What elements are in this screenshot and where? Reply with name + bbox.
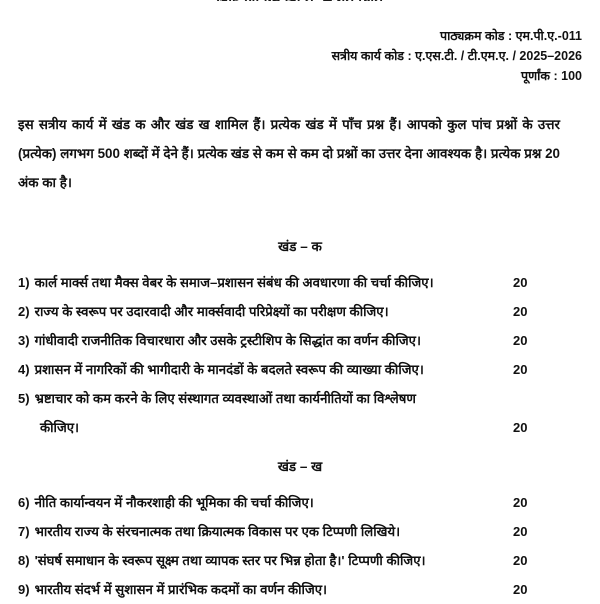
section-heading-a: खंड – क [278, 239, 322, 254]
question-number: 2) [18, 304, 30, 319]
question-marks: 20 [513, 553, 528, 568]
question-row [18, 384, 582, 413]
question-text: कार्ल मार्क्स तथा मैक्स वेबर के समाज–प्रशासन संबंध की अवधारणा की चर्चा कीजिए। [34, 275, 434, 290]
question-row [18, 488, 582, 517]
question-list-section-a [18, 268, 582, 442]
question-number: 1) [18, 275, 30, 290]
question-number: 5) [18, 391, 30, 406]
question-row [18, 326, 582, 355]
question-marks: 20 [513, 420, 528, 435]
question-marks: 20 [513, 304, 528, 319]
question-marks: 20 [513, 582, 528, 597]
question-number: 8) [18, 553, 30, 568]
assignment-code-line: सत्रीय कार्य कोड : ए.एस.टी. / टी.एम.ए. / 2025–2026 [331, 49, 582, 63]
question-text: नीति कार्यान्वयन में नौकरशाही की भूमिका की चर्चा कीजिए। [34, 495, 314, 510]
question-number: 9) [18, 582, 30, 597]
question-number: 6) [18, 495, 30, 510]
question-row [18, 413, 582, 442]
question-list-section-b [18, 488, 582, 604]
question-number: 3) [18, 333, 30, 348]
max-marks-line: पूर्णांक : 100 [521, 69, 582, 83]
question-marks: 20 [513, 524, 528, 539]
document-title-clipped [0, 0, 600, 1]
question-number: 4) [18, 362, 30, 377]
question-number: 7) [18, 524, 30, 539]
section-heading-b: खंड – ख [277, 459, 323, 474]
question-row [18, 297, 582, 326]
question-marks: 20 [513, 495, 528, 510]
question-row [18, 268, 582, 297]
question-marks: 20 [513, 275, 528, 290]
question-text: गांधीवादी राजनीतिक विचारधारा और उसके ट्रस्टीशिप के सिद्धांत का वर्णन कीजिए। [34, 333, 421, 348]
course-code-line: पाठ्यक्रम कोड : एम.पी.ए.-011 [439, 29, 582, 43]
question-text: कीजिए। [40, 420, 80, 435]
question-text: भारतीय संदर्भ में सुशासन में प्रारंभिक कदमों का वर्णन कीजिए। [34, 582, 328, 597]
question-marks: 20 [513, 362, 528, 377]
question-row [18, 355, 582, 384]
header-meta-block [332, 26, 582, 86]
question-text: भारतीय राज्य के संरचनात्मक तथा क्रियात्मक विकास पर एक टिप्पणी लिखिये। [34, 524, 401, 539]
question-row [18, 517, 582, 546]
question-text: भ्रष्टाचार को कम करने के लिए संस्थागत व्यवस्थाओं तथा कार्यनीतियों का विश्लेषण [34, 391, 416, 406]
instructions-paragraph: इस सत्रीय कार्य में खंड क और खंड ख शामिल हैं। प्रत्येक खंड में पाँच प्रश्न हैं। आपको कुल पांच प्रश्नों के उत्तर (प्रत्येक) लगभग 500 शब्दों में देने हैं। प्रत्येक खंड से कम से कम दो प्रश्नों का उत्तर देना आवश्यक है। प्रत्येक प्रश्न 20 अंक का है। [18, 117, 560, 190]
question-text: राज्य के स्वरूप पर उदारवादी और मार्क्सवादी परिप्रेक्ष्यों का परीक्षण कीजिए। [34, 304, 389, 319]
question-marks: 20 [513, 333, 528, 348]
question-text: 'संघर्ष समाधान के स्वरूप सूक्ष्म तथा व्यापक स्तर पर भिन्न होता है।' टिप्पणी कीजिए। [34, 553, 426, 568]
question-text: प्रशासन में नागरिकों की भागीदारी के मानदंडों के बदलते स्वरूप की व्याख्या कीजिए। [34, 362, 424, 377]
question-row [18, 546, 582, 575]
